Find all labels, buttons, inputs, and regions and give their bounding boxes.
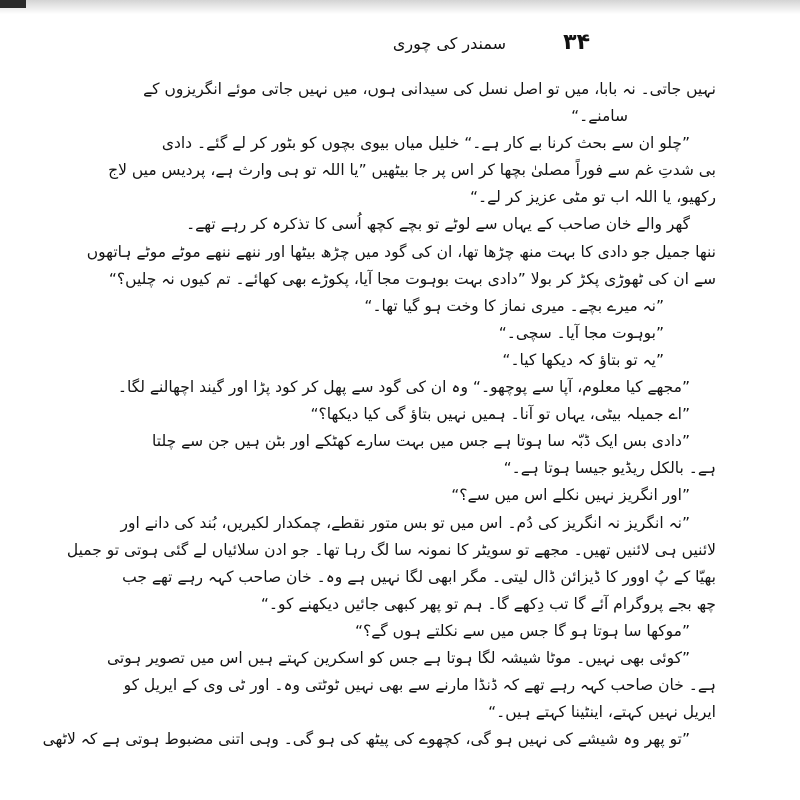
text-line: ”اے جمیلہ بیٹی، یہاں تو آنا۔ ہمیں نہیں بتاؤ گی کیا دیکھا؟“ [310, 405, 690, 424]
page-header [150, 28, 590, 68]
text-line: نہیں جاتی۔ نہ بابا، میں تو اصل نسل کی سیدانی ہوں، میں نہیں جاتی موئے انگریزوں کے [143, 80, 716, 98]
page-edge-shadow [0, 0, 800, 14]
chapter-title: سمندر کی چوری [392, 34, 506, 53]
text-line: چھ بجے پروگرام آئے گا تب دِکھے گا۔ ہم تو پھر کبھی جائیں دیکھنے کو۔“ [260, 594, 716, 613]
text-line: سامنے۔“ [571, 107, 628, 126]
text-line: لائنیں ہی لائنیں تھیں۔ مجھے تو سویٹر کا نمونہ سا لگ رہا تھا۔ جو ادن سلائیاں لے گئی ہوتی تو جمیل [66, 540, 716, 559]
text-line: ننھا جمیل جو دادی کا بہت منھ چڑھا تھا، ان کی گود میں چڑھ بیٹھا اور ننھے ننھے موٹے موٹے ہاتھوں [86, 242, 716, 261]
text-line: ایریل نہیں کہتے، اینٹینا کہتے ہیں۔“ [488, 703, 716, 722]
text-line: ”نہ انگریز نہ انگریز کی دُم۔ اس میں تو بس متور نقطے، چمکدار لکیریں، بُند کی دانے اور [120, 513, 690, 532]
page-number: ۳۴ [563, 30, 590, 55]
text-line: ”دادی بس ایک ڈبّہ سا ہوتا ہے جس میں بہت سارے کھٹکے اور بٹن ہیں جن سے چلتا [152, 432, 690, 451]
text-line: ”نہ میرے بچے۔ میری نماز کا وخت ہو گیا تھا۔“ [364, 296, 664, 315]
text-line: رکھیو، یا اللہ اب تو مٹی عزیز کر لے۔“ [469, 188, 716, 207]
text-line: ”مجھے کیا معلوم، آپا سے پوچھو۔“ وہ ان کی گود سے پھل کر کود پڑا اور گیند اچھالنے لگا۔ [117, 378, 690, 397]
text-line: سے ان کی ٹھوڑی پکڑ کر بولا ”دادی بہت بوہوت مجا آیا، پکوڑے بھی کھائے۔ تم کیوں نہ چلیں؟“ [108, 269, 716, 288]
text-line: ”بوہوت مجا آیا۔ سچی۔“ [498, 323, 664, 342]
text-line: ہے۔ خان صاحب کہہ رہے تھے کہ ڈنڈا مارنے سے بھی نہیں ٹوٹتی وہ۔ اور ٹی وی کے ایریل کو [123, 676, 716, 695]
text-line: ”موکھا سا ہوتا ہو گا جس میں سے نکلتے ہوں گے؟“ [354, 621, 690, 640]
body-text [42, 76, 716, 753]
text-line: بی شدتِ غم سے فوراً مصلیٰ بچھا کر اس پر جا بیٹھیں ”یا اللہ تو ہی وارث ہے، پردیس میں لاج [108, 161, 716, 180]
text-line: ”کوئی بھی نہیں۔ موٹا شیشہ لگا ہوتا ہے جس کو اسکرین کہتے ہیں اس میں تصویر ہوتی [106, 648, 690, 667]
text-line: ”تو پھر وہ شیشے کی نہیں ہو گی، کچھوے کی پیٹھ کی ہو گی۔ وہی اتنی مضبوط ہوتی ہے کہ لاٹھی [42, 730, 690, 749]
text-line: ”یہ تو بتاؤ کہ دیکھا کیا۔“ [502, 350, 664, 369]
scan-corner-mark [0, 0, 26, 8]
text-line: بھیّا کے پُ اوور کا ڈیزائن ڈال لیتی۔ مگر ابھی لگا نہیں ہے وہ۔ خان صاحب کہہ رہے تھے جب [122, 567, 716, 586]
text-line: گھر والے خان صاحب کے یہاں سے لوٹے تو بچے کچھ اُسی کا تذکرہ کر رہے تھے۔ [186, 215, 690, 234]
text-line: ہے۔ بالکل ریڈیو جیسا ہوتا ہے۔“ [503, 459, 716, 478]
text-line: ”اور انگریز نہیں نکلے اس میں سے؟“ [451, 486, 690, 505]
text-line: ”چلو ان سے بحث کرنا بے کار ہے۔“ خلیل میاں بیوی بچوں کو بٹور کر لے گئے۔ دادی [161, 134, 690, 153]
